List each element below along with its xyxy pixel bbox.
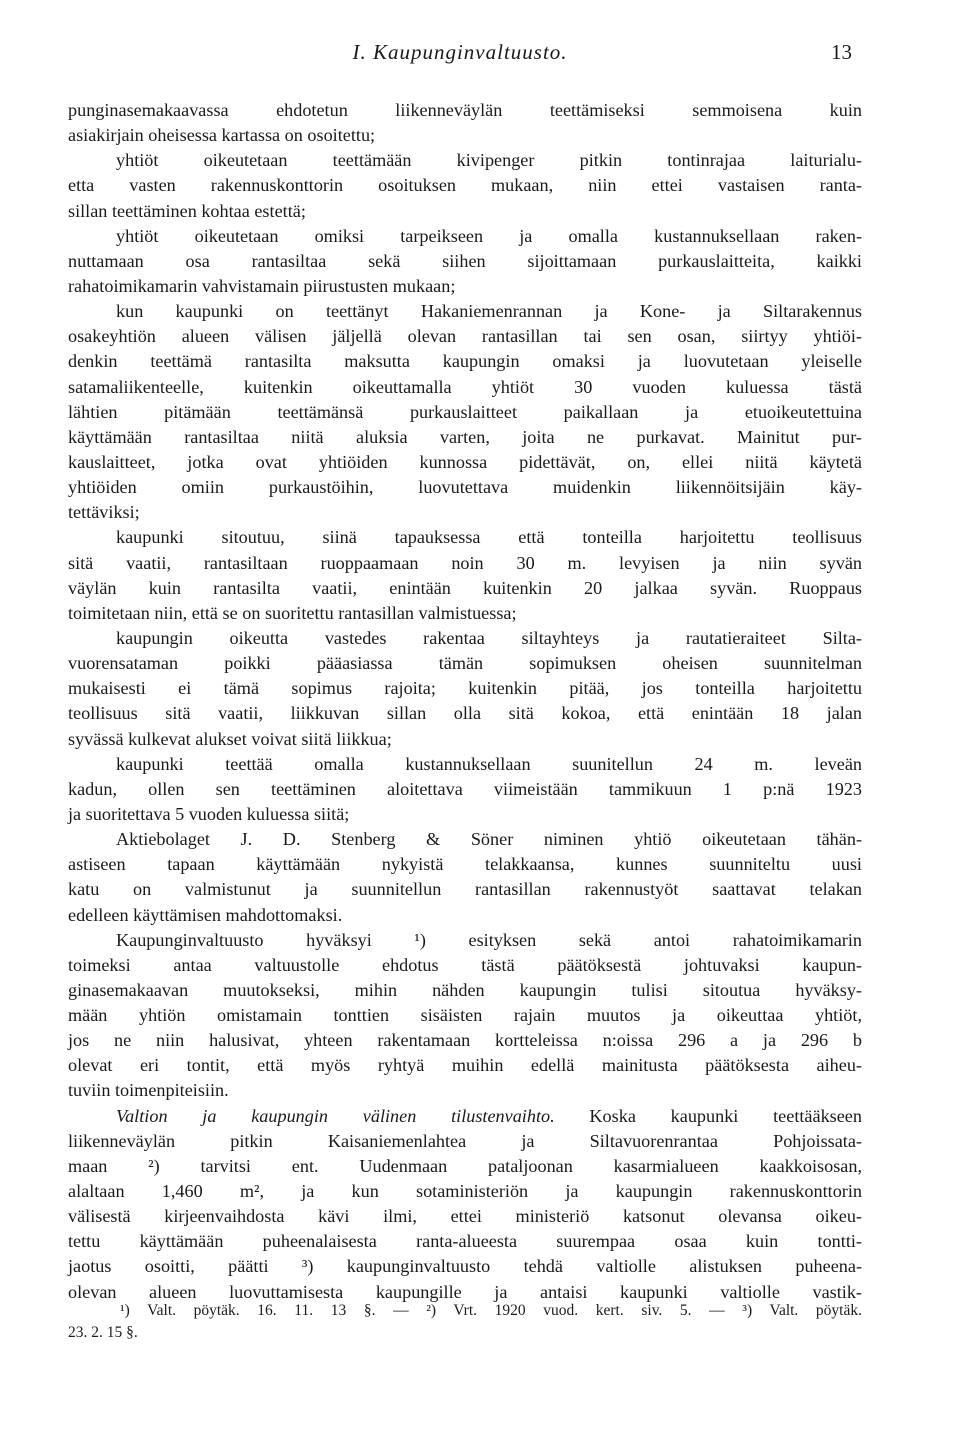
text-line (68, 1104, 862, 1129)
text-line (68, 852, 862, 877)
text-line (68, 500, 862, 525)
text-line-text: nuttamaan osa rantasiltaa sekä siihen sijoittamaan purkauslaitteita, kaikki (68, 250, 862, 271)
footnote-line (68, 1300, 862, 1322)
text-line-text: edelleen käyttämisen mahdottomaksi. (68, 904, 343, 925)
text-line-text: vuorensataman poikki pääasiassa tämän sopimuksen oheisen suunnitelman (68, 653, 862, 674)
text-line (68, 727, 862, 752)
text-line (68, 1204, 862, 1229)
text-line-text: Aktiebolaget J. D. Stenberg & Söner niminen yhtiö oikeutetaan tähän- (116, 829, 862, 850)
text-line (68, 224, 862, 249)
text-line-text: tuviin toimenpiteisiin. (68, 1080, 229, 1101)
text-line-text: käyttämään rantasiltaa niitä aluksia varten, joita ne purkavat. Mainitut pur- (68, 426, 862, 447)
text-line (68, 349, 862, 374)
text-line-text: satamaliikenteelle, kuitenkin oikeuttamalla yhtiöt 30 vuoden kuluessa tästä (68, 376, 862, 397)
text-line (68, 1179, 862, 1204)
text-line-text: jaotus osoitti, päätti ³) kaupunginvaltuusto tehdä valtiolle alistuksen puheena- (68, 1256, 862, 1277)
text-line (68, 1003, 862, 1028)
text-line-text: denkin teettämä rantasilta maksutta kaupungin omaksi ja luovutetaan yleiselle (68, 351, 862, 372)
text-line (68, 1154, 862, 1179)
footnote-line-text: 23. 2. 15 §. (68, 1324, 138, 1341)
text-line (68, 978, 862, 1003)
text-line (68, 752, 862, 777)
text-line-text: tettu käyttämään puheenalaisesta ranta-alueesta suurempaa osaa kuin tontti- (68, 1231, 862, 1252)
text-line-text: yhtiöt oikeutetaan teettämään kivipenger pitkin tontinrajaa laiturialu- (116, 150, 862, 171)
text-line-text: mukaisesti ei tämä sopimus rajoita; kuitenkin pitää, jos tonteilla harjoitettu (68, 678, 862, 699)
text-line (68, 701, 862, 726)
text-line (68, 676, 862, 701)
text-line-text: rahatoimikamarin vahvistamain piirustusten mukaan; (68, 275, 456, 296)
text-line (68, 375, 862, 400)
text-line-text: astiseen tapaan käyttämään nykyistä telakkaansa, kunnes suunniteltu uusi (68, 854, 862, 875)
text-line-text: Kaupunginvaltuusto hyväksyi ¹) esityksen sekä antoi rahatoimikamarin (116, 929, 862, 950)
text-line-text: punginasemakaavassa ehdotetun liikenneväylän teettämiseksi semmoisena kuin (68, 100, 862, 120)
text-line (68, 450, 862, 475)
text-line (68, 551, 862, 576)
text-line (68, 199, 862, 224)
text-line-text: maan ²) tarvitsi ent. Uudenmaan pataljoonan kasarmialueen kaakkoisosan, (68, 1155, 862, 1176)
running-title: I. Kaupunginvaltuusto. (352, 40, 568, 64)
text-line-text: ginasemakaavan muutokseksi, mihin nähden kaupungin tulisi sitoutua hyväksy- (68, 979, 862, 1000)
text-line-text: kadun, ollen sen teettäminen aloitettava viimeistään tammikuun 1 p:nä 1923 (68, 778, 862, 799)
text-line (68, 1053, 862, 1078)
text-line-text: yhtiöiden omiin purkaustöihin, luovutettava muidenkin liikennöitsijäin käy- (68, 477, 862, 498)
text-line-text: etta vasten rakennuskonttorin osoituksen mukaan, niin ettei vastaisen ranta- (68, 175, 862, 196)
body-text (68, 98, 862, 1305)
text-line-text: liikenneväylän pitkin Kaisaniemenlahtea ja Siltavuorenrantaa Pohjoissata- (68, 1130, 862, 1151)
page-number: 13 (831, 40, 852, 64)
text-line-text: syvässä kulkevat alukset voivat siitä liikkua; (68, 728, 392, 749)
text-line-text: jos ne niin halusivat, yhteen rakentamaan kortteleissa n:oissa 296 a ja 296 b (68, 1030, 862, 1051)
text-line-text: Koska kaupunki teettääkseen (554, 1105, 862, 1126)
text-line (68, 1254, 862, 1279)
text-line (68, 274, 862, 299)
text-line (68, 877, 862, 902)
text-line-text: olevat eri tontit, että myös ryhtyä muihin edellä mainitusta päätöksesta aiheu- (68, 1055, 862, 1076)
text-line (68, 1078, 862, 1103)
text-line (68, 953, 862, 978)
footnote-line-text: ¹) Valt. pöytäk. 16. 11. 13 §. — ²) Vrt. 1920 vuod. kert. siv. 5. — ³) Valt. pöytäk. (120, 1302, 862, 1319)
text-line (68, 400, 862, 425)
text-line (68, 425, 862, 450)
text-line (68, 1028, 862, 1053)
text-line (68, 1229, 862, 1254)
text-line (68, 601, 862, 626)
text-line-text: tettäviksi; (68, 502, 140, 523)
text-line-text: toimeksi antaa valtuustolle ehdotus tästä päätöksestä johtuvaksi kaupun- (68, 954, 862, 975)
text-line-text: asiakirjain oheisessa kartassa on osoitettu; (68, 125, 376, 146)
text-line-text: teollisuus sitä vaatii, liikkuvan sillan olla sitä kokoa, että enintään 18 jalan (68, 703, 862, 724)
footnote-line (68, 1322, 862, 1344)
text-line-text: osakeyhtiön alueen välisen jäljellä olevan rantasillan tai sen osan, siirtyy yhtiöi- (68, 326, 862, 347)
text-line-text: olevan alueen luovuttamisesta kaupungille ja antaisi kaupunki valtiolle vastik- (68, 1281, 862, 1302)
text-line-text: kaupungin oikeutta vastedes rakentaa siltayhteys ja rautatieraiteet Silta- (116, 627, 862, 648)
text-line (68, 626, 862, 651)
text-line (68, 98, 862, 123)
text-line (68, 827, 862, 852)
footnotes (68, 1300, 862, 1344)
text-line (68, 903, 862, 928)
text-line-text: alaltaan 1,460 m², ja kun sotaministeriön ja kaupungin rakennuskonttorin (68, 1181, 862, 1202)
text-line (68, 249, 862, 274)
text-line-text: kun kaupunki on teettänyt Hakaniemenrannan ja Kone- ja Siltarakennus (116, 301, 862, 322)
running-header (68, 40, 852, 70)
text-line-text: toimitetaan niin, että se on suoritettu rantasillan valmistuessa; (68, 602, 517, 623)
text-line-text: kaupunki teettää omalla kustannuksellaan suunitellun 24 m. leveän (116, 753, 862, 774)
text-line (68, 525, 862, 550)
text-line-text: sitä vaatii, rantasiltaan ruoppaamaan noin 30 m. levyisen ja niin syvän (68, 552, 862, 573)
text-line-text: sillan teettäminen kohtaa estettä; (68, 200, 306, 221)
text-line-text: kaupunki sitoutuu, siinä tapauksessa että tonteilla harjoitettu teollisuus (116, 527, 862, 548)
text-line (68, 576, 862, 601)
text-line (68, 123, 862, 148)
text-line-text: katu on valmistunut ja suunnitellun rantasillan rakennustyöt saattavat telakan (68, 879, 862, 900)
text-line (68, 802, 862, 827)
text-line (68, 299, 862, 324)
text-line-text: lähtien pitämään teettämänsä purkauslaitteet paikallaan ja etuoikeutettuina (68, 401, 862, 422)
text-line (68, 148, 862, 173)
text-line (68, 173, 862, 198)
text-line (68, 651, 862, 676)
text-line (68, 1129, 862, 1154)
text-line-text: väylän kuin rantasilta vaatii, enintään kuitenkin 20 jalkaa syvän. Ruoppaus (68, 577, 862, 598)
text-line-text: mään yhtiön omistamain tonttien sisäisten rajain muutos ja oikeuttaa yhtiöt, (68, 1005, 862, 1026)
text-line-text: yhtiöt oikeutetaan omiksi tarpeikseen ja omalla kustannuksellaan raken- (116, 225, 862, 246)
text-line (68, 324, 862, 349)
italic-heading: Valtion ja kaupungin välinen tilustenvaihto. (116, 1105, 555, 1126)
text-line-text: ja suoritettava 5 vuoden kuluessa siitä; (68, 803, 350, 824)
text-line (68, 928, 862, 953)
text-line (68, 475, 862, 500)
text-line-text: kauslaitteet, jotka ovat yhtiöiden kunnossa pidettävät, on, ellei niitä käytetä (68, 451, 862, 472)
text-line (68, 777, 862, 802)
text-line-text: välisestä kirjeenvaihdosta kävi ilmi, ettei ministeriö katsonut olevansa oikeu- (68, 1206, 862, 1227)
